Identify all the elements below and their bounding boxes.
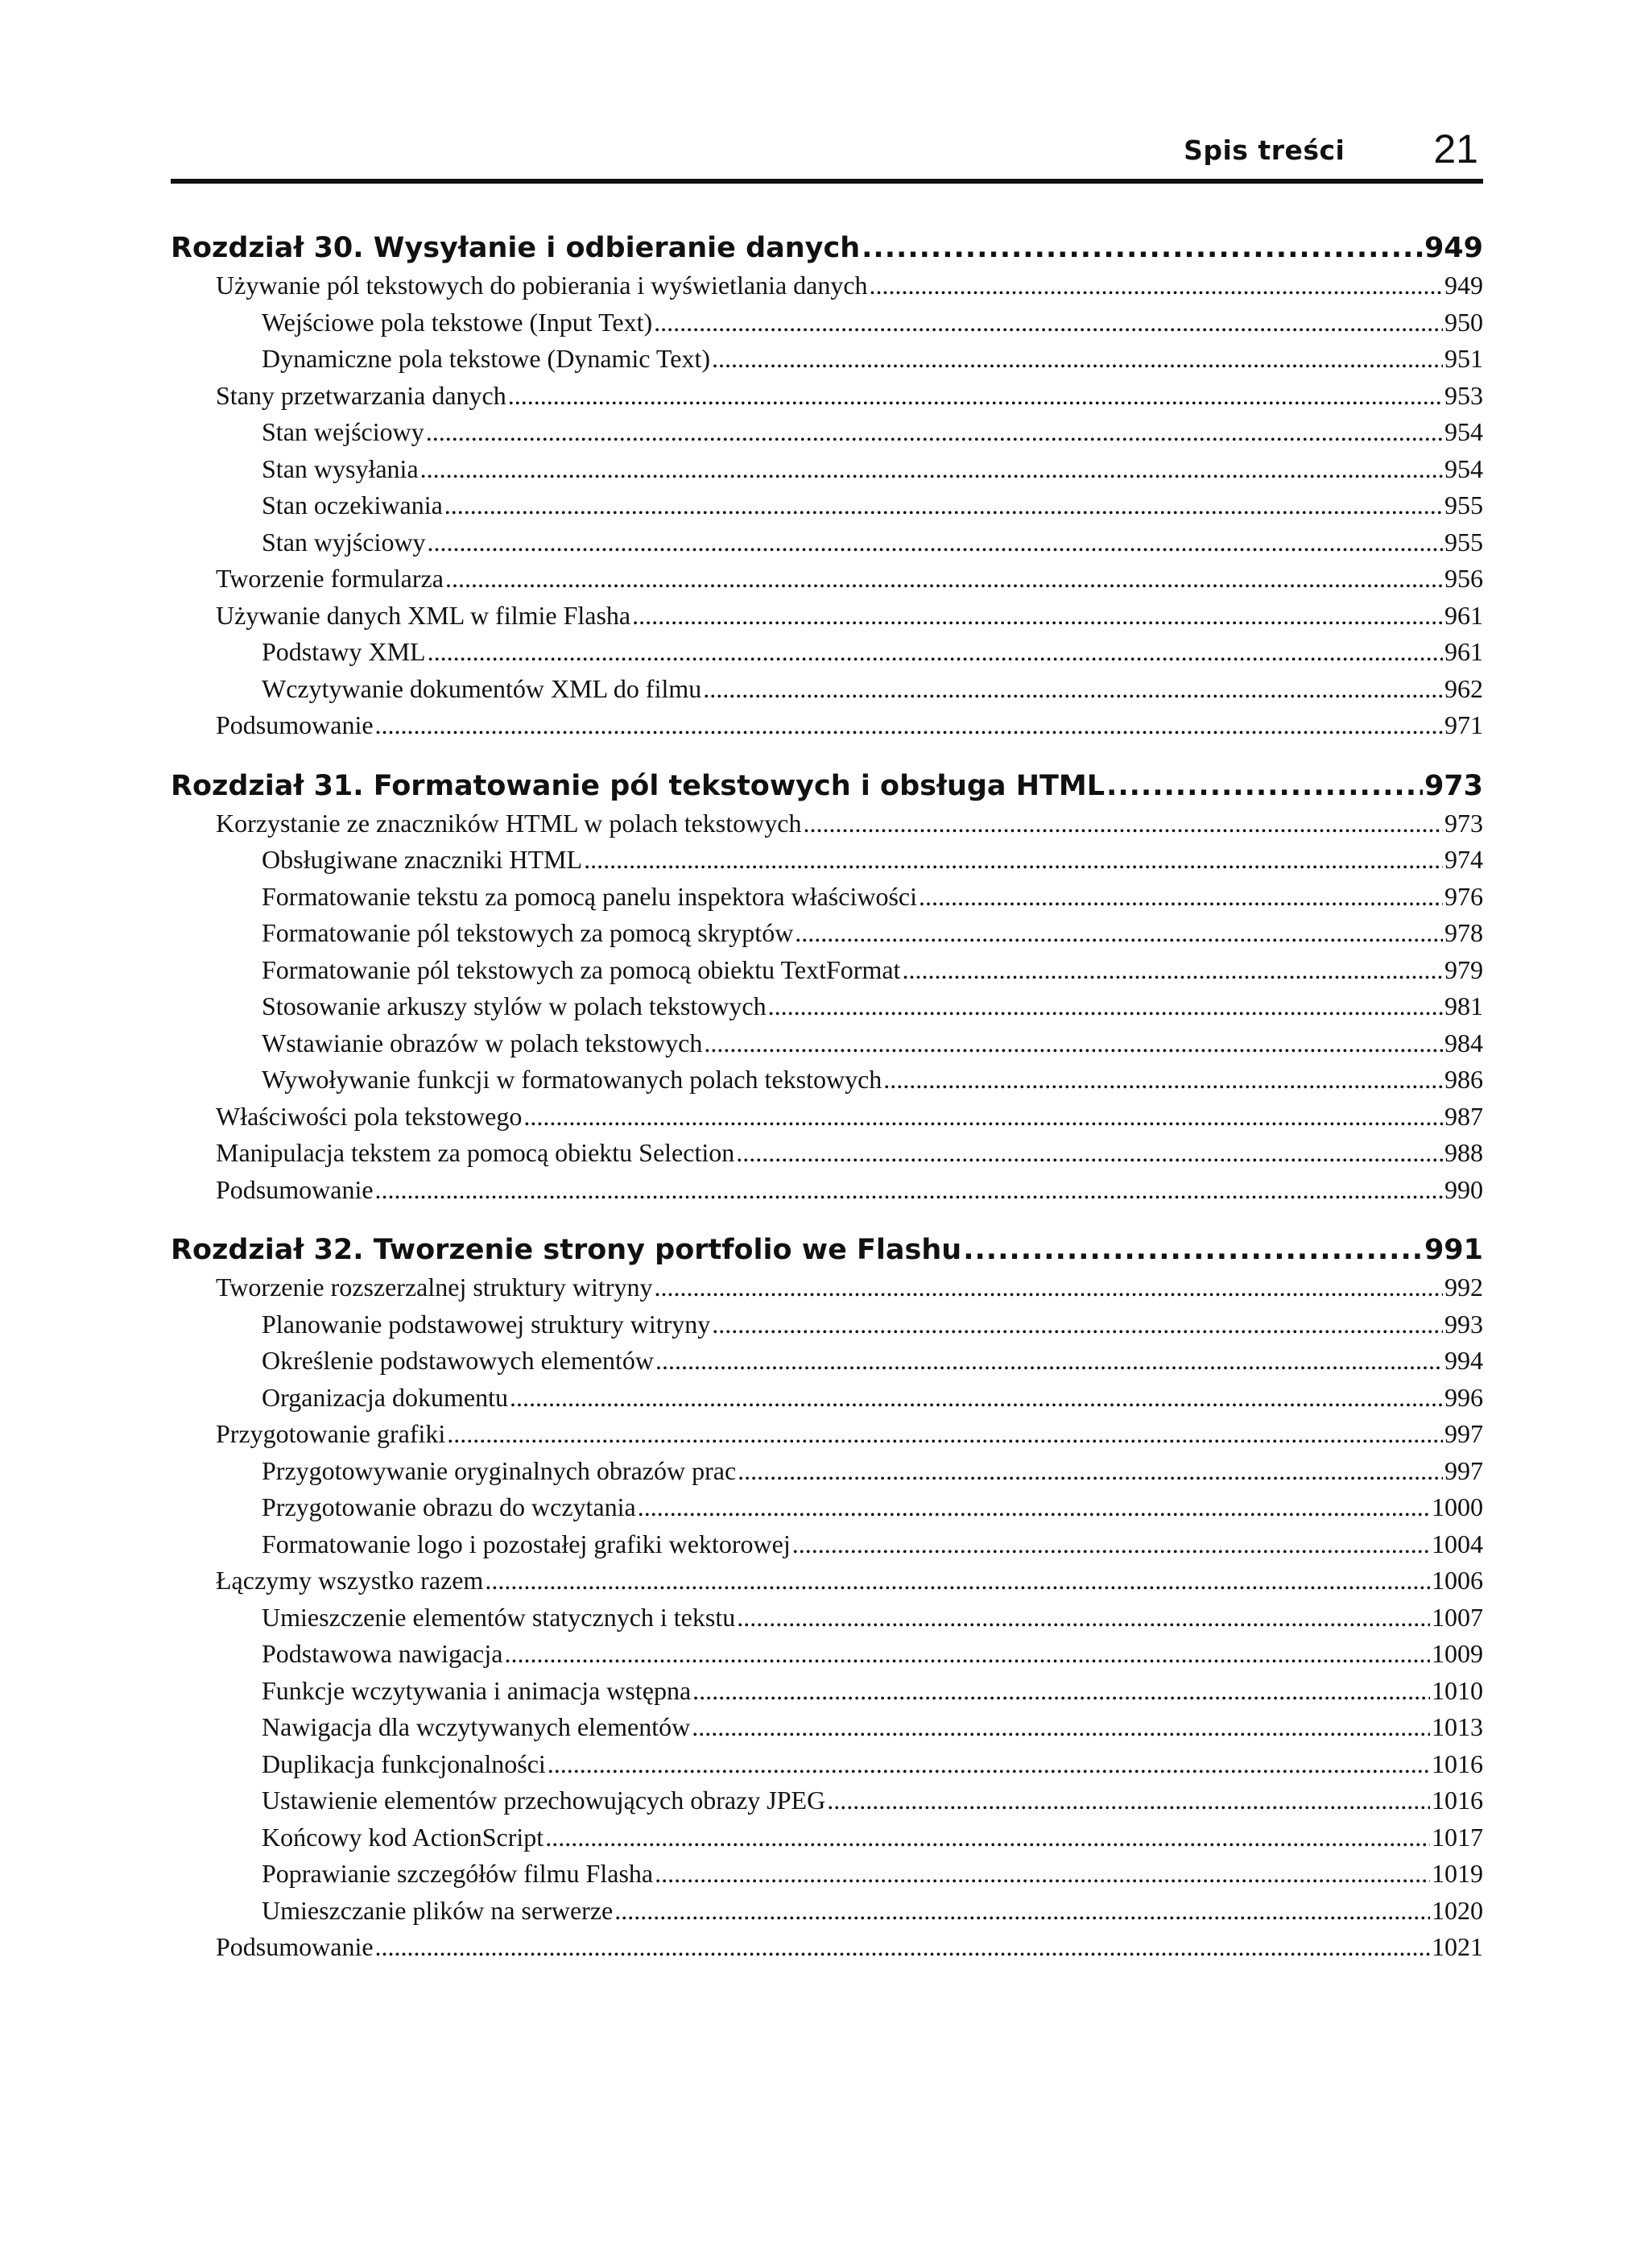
toc-subsection-entry[interactable] xyxy=(171,1025,1483,1062)
entry-title: Organizacja dokumentu xyxy=(262,1382,508,1412)
entry-page-number: 1016 xyxy=(1432,1749,1483,1778)
entry-title: Stan wejściowy xyxy=(262,417,424,446)
entry-title: Końcowy kod ActionScript xyxy=(262,1822,544,1852)
entry-title: Korzystanie ze znaczników HTML w polach tekstowych xyxy=(216,808,802,838)
entry-title: Planowanie podstawowej struktury witryny xyxy=(262,1309,711,1339)
entry-title: Łączymy wszystko razem xyxy=(216,1566,484,1595)
toc-subsection-entry[interactable] xyxy=(171,524,1483,561)
entry-page-number: 949 xyxy=(1444,271,1483,300)
entry-title: Podsumowanie xyxy=(216,1174,374,1204)
entry-page-number: 1009 xyxy=(1432,1639,1483,1668)
entry-title: Tworzenie rozszerzalnej struktury witryny xyxy=(216,1273,653,1302)
toc-section-entry[interactable] xyxy=(171,378,1483,415)
dot-leader xyxy=(375,707,1443,744)
toc-section-entry[interactable] xyxy=(171,1562,1483,1600)
dot-leader xyxy=(510,1380,1443,1417)
dot-leader xyxy=(712,1306,1443,1343)
entry-title: Tworzenie formularza xyxy=(216,564,444,593)
entry-title: Podsumowanie xyxy=(216,710,374,739)
dot-leader xyxy=(883,1062,1443,1099)
entry-page-number: 997 xyxy=(1444,1455,1483,1485)
toc-chapter xyxy=(171,1231,1483,1966)
entry-title: Formatowanie logo i pozostałej grafiki wektorowej xyxy=(262,1529,791,1558)
chapter-title: Rozdział 30. Wysyłanie i odbieranie danych xyxy=(171,232,861,264)
dot-leader xyxy=(692,1709,1430,1746)
entry-page-number: 962 xyxy=(1444,673,1483,703)
toc-subsection-entry[interactable] xyxy=(171,1526,1483,1563)
dot-leader xyxy=(737,1600,1430,1637)
toc-subsection-entry[interactable] xyxy=(171,1600,1483,1637)
entry-title: Umieszczanie plików na serwerze xyxy=(262,1895,614,1925)
entry-page-number: 994 xyxy=(1444,1346,1483,1375)
chapter-page-number: 973 xyxy=(1424,769,1483,802)
entry-title: Podstawowa nawigacja xyxy=(262,1639,503,1668)
dot-leader xyxy=(508,378,1443,415)
toc-section-entry[interactable] xyxy=(171,805,1483,842)
dot-leader xyxy=(655,1343,1443,1380)
entry-page-number: 1004 xyxy=(1432,1529,1483,1558)
toc-subsection-entry[interactable] xyxy=(171,1819,1483,1856)
entry-page-number: 1010 xyxy=(1432,1675,1483,1705)
toc-subsection-entry[interactable] xyxy=(171,879,1483,916)
toc-subsection-entry[interactable] xyxy=(171,451,1483,488)
dot-leader xyxy=(485,1562,1430,1600)
toc-section-entry[interactable] xyxy=(171,561,1483,598)
entry-title: Ustawienie elementów przechowujących obrazy JPEG xyxy=(262,1786,826,1815)
entry-title: Stan wyjściowy xyxy=(262,527,426,557)
dot-leader xyxy=(803,805,1443,842)
entry-page-number: 1020 xyxy=(1432,1895,1483,1925)
entry-page-number: 1006 xyxy=(1432,1566,1483,1595)
toc-section-entry[interactable] xyxy=(171,1416,1483,1453)
dot-leader xyxy=(655,1856,1430,1893)
entry-page-number: 953 xyxy=(1444,380,1483,410)
entry-title: Nawigacja dla wczytywanych elementów xyxy=(262,1712,691,1741)
entry-title: Przygotowanie grafiki xyxy=(216,1419,446,1448)
entry-title: Stany przetwarzania danych xyxy=(216,380,506,410)
dot-leader xyxy=(736,1135,1443,1172)
entry-title: Formatowanie pól tekstowych za pomocą obiektu TextFormat xyxy=(262,954,901,984)
toc-section-entry[interactable] xyxy=(171,1172,1483,1209)
entry-title: Duplikacja funkcjonalności xyxy=(262,1749,546,1778)
chapter-title: Rozdział 31. Formatowanie pól tekstowych i obsługa HTML xyxy=(171,769,1106,802)
toc-subsection-entry[interactable] xyxy=(171,341,1483,378)
entry-page-number: 984 xyxy=(1444,1028,1483,1057)
entry-title: Podsumowanie xyxy=(216,1932,374,1961)
entry-page-number: 992 xyxy=(1444,1273,1483,1302)
entry-page-number: 987 xyxy=(1444,1101,1483,1131)
table-of-contents xyxy=(171,229,1483,1966)
dot-leader xyxy=(692,1673,1430,1710)
dot-leader xyxy=(703,671,1443,708)
entry-title: Właściwości pola tekstowego xyxy=(216,1101,523,1131)
chapter-page-number: 991 xyxy=(1424,1234,1483,1266)
toc-subsection-entry[interactable] xyxy=(171,1893,1483,1930)
dot-leader xyxy=(584,842,1443,879)
dot-leader xyxy=(1106,767,1423,805)
entry-page-number: 954 xyxy=(1444,417,1483,446)
toc-subsection-entry[interactable] xyxy=(171,842,1483,879)
running-header-title: Spis treści xyxy=(1184,135,1345,166)
toc-chapter xyxy=(171,767,1483,1209)
toc-section-entry[interactable] xyxy=(171,267,1483,304)
dot-leader xyxy=(428,634,1443,671)
entry-title: Formatowanie pól tekstowych za pomocą skryptów xyxy=(262,918,794,947)
toc-section-entry[interactable] xyxy=(171,1099,1483,1136)
entry-page-number: 976 xyxy=(1444,881,1483,911)
toc-subsection-entry[interactable] xyxy=(171,1856,1483,1893)
dot-leader xyxy=(545,1819,1430,1856)
toc-subsection-entry[interactable] xyxy=(171,1673,1483,1710)
dot-leader xyxy=(614,1893,1430,1930)
toc-section-entry[interactable] xyxy=(171,707,1483,744)
entry-page-number: 950 xyxy=(1444,307,1483,337)
toc-subsection-entry[interactable] xyxy=(171,304,1483,341)
entry-page-number: 978 xyxy=(1444,918,1483,947)
dot-leader xyxy=(638,1489,1430,1526)
entry-title: Formatowanie tekstu za pomocą panelu inspektora właściwości xyxy=(262,881,917,911)
entry-title: Funkcje wczytywania i animacja wstępna xyxy=(262,1675,692,1705)
dot-leader xyxy=(444,487,1443,524)
entry-page-number: 1017 xyxy=(1432,1822,1483,1852)
entry-page-number: 955 xyxy=(1444,490,1483,519)
entry-title: Umieszczenie elementów statycznych i tekstu xyxy=(262,1602,736,1632)
toc-subsection-entry[interactable] xyxy=(171,1380,1483,1417)
entry-page-number: 1013 xyxy=(1432,1712,1483,1741)
toc-section-entry[interactable] xyxy=(171,598,1483,635)
entry-page-number: 955 xyxy=(1444,527,1483,557)
entry-page-number: 1016 xyxy=(1432,1786,1483,1815)
entry-title: Przygotowanie obrazu do wczytania xyxy=(262,1492,636,1521)
chapter-title: Rozdział 32. Tworzenie strony portfolio we Flashu xyxy=(171,1234,962,1266)
toc-subsection-entry[interactable] xyxy=(171,671,1483,708)
dot-leader xyxy=(447,1416,1443,1453)
entry-page-number: 990 xyxy=(1444,1174,1483,1204)
dot-leader xyxy=(902,952,1443,989)
dot-leader xyxy=(654,1269,1443,1306)
toc-subsection-entry[interactable] xyxy=(171,1746,1483,1783)
dot-leader xyxy=(704,1025,1443,1062)
entry-title: Określenie podstawowych elementów xyxy=(262,1346,654,1375)
entry-title: Manipulacja tekstem za pomocą obiektu Selection xyxy=(216,1138,735,1167)
entry-page-number: 997 xyxy=(1444,1419,1483,1448)
dot-leader xyxy=(827,1782,1430,1819)
toc-subsection-entry[interactable] xyxy=(171,1343,1483,1380)
entry-page-number: 961 xyxy=(1444,600,1483,630)
dot-leader xyxy=(654,304,1443,341)
entry-title: Podstawy XML xyxy=(262,637,426,666)
chapter-heading[interactable] xyxy=(171,767,1483,805)
dot-leader xyxy=(792,1526,1430,1563)
entry-title: Dynamiczne pola tekstowe (Dynamic Text) xyxy=(262,344,710,373)
dot-leader xyxy=(870,267,1443,304)
entry-page-number: 996 xyxy=(1444,1382,1483,1412)
entry-title: Wywoływanie funkcji w formatowanych polach tekstowych xyxy=(262,1065,882,1094)
toc-section-entry[interactable] xyxy=(171,1135,1483,1172)
header-rule xyxy=(171,179,1483,184)
chapter-page-number: 949 xyxy=(1424,232,1483,264)
entry-page-number: 973 xyxy=(1444,808,1483,838)
toc-subsection-entry[interactable] xyxy=(171,988,1483,1025)
toc-chapter xyxy=(171,229,1483,744)
entry-page-number: 988 xyxy=(1444,1138,1483,1167)
entry-title: Wstawianie obrazów w polach tekstowych xyxy=(262,1028,703,1057)
toc-subsection-entry[interactable] xyxy=(171,952,1483,989)
entry-page-number: 954 xyxy=(1444,453,1483,483)
dot-leader xyxy=(375,1172,1443,1209)
toc-subsection-entry[interactable] xyxy=(171,414,1483,451)
entry-title: Wczytywanie dokumentów XML do filmu xyxy=(262,673,702,703)
dot-leader xyxy=(738,1453,1443,1490)
book-page xyxy=(171,121,1483,1989)
dot-leader xyxy=(963,1231,1423,1269)
dot-leader xyxy=(795,915,1443,952)
toc-subsection-entry[interactable] xyxy=(171,1306,1483,1343)
toc-subsection-entry[interactable] xyxy=(171,1062,1483,1099)
entry-page-number: 961 xyxy=(1444,637,1483,666)
entry-page-number: 974 xyxy=(1444,845,1483,874)
entry-page-number: 986 xyxy=(1444,1065,1483,1094)
toc-subsection-entry[interactable] xyxy=(171,1709,1483,1746)
toc-subsection-entry[interactable] xyxy=(171,487,1483,524)
page-number: 21 xyxy=(1433,126,1478,172)
entry-page-number: 956 xyxy=(1444,564,1483,593)
dot-leader xyxy=(862,229,1423,267)
chapter-heading[interactable] xyxy=(171,1231,1483,1269)
toc-subsection-entry[interactable] xyxy=(171,915,1483,952)
toc-section-entry[interactable] xyxy=(171,1929,1483,1966)
entry-page-number: 1021 xyxy=(1432,1932,1483,1961)
entry-title: Używanie pól tekstowych do pobierania i wyświetlania danych xyxy=(216,271,868,300)
toc-subsection-entry[interactable] xyxy=(171,1636,1483,1673)
entry-page-number: 1000 xyxy=(1432,1492,1483,1521)
entry-title: Wejściowe pola tekstowe (Input Text) xyxy=(262,307,653,337)
dot-leader xyxy=(523,1099,1443,1136)
dot-leader xyxy=(428,524,1443,561)
dot-leader xyxy=(426,414,1443,451)
entry-page-number: 951 xyxy=(1444,344,1483,373)
toc-subsection-entry[interactable] xyxy=(171,634,1483,671)
dot-leader xyxy=(548,1746,1430,1783)
dot-leader xyxy=(712,341,1443,378)
entry-title: Stan wysyłania xyxy=(262,453,419,483)
entry-title: Przygotowywanie oryginalnych obrazów prac xyxy=(262,1455,737,1485)
entry-page-number: 981 xyxy=(1444,991,1483,1020)
dot-leader xyxy=(504,1636,1430,1673)
chapter-heading[interactable] xyxy=(171,229,1483,267)
dot-leader xyxy=(420,451,1443,488)
dot-leader xyxy=(768,988,1443,1025)
toc-subsection-entry[interactable] xyxy=(171,1489,1483,1526)
entry-page-number: 971 xyxy=(1444,710,1483,739)
toc-subsection-entry[interactable] xyxy=(171,1453,1483,1490)
toc-subsection-entry[interactable] xyxy=(171,1782,1483,1819)
entry-title: Używanie danych XML w filmie Flasha xyxy=(216,600,631,630)
entry-title: Stan oczekiwania xyxy=(262,490,443,519)
dot-leader xyxy=(375,1929,1430,1966)
entry-page-number: 993 xyxy=(1444,1309,1483,1339)
entry-page-number: 979 xyxy=(1444,954,1483,984)
entry-title: Poprawianie szczegółów filmu Flasha xyxy=(262,1859,654,1888)
dot-leader xyxy=(632,598,1443,635)
toc-section-entry[interactable] xyxy=(171,1269,1483,1306)
dot-leader xyxy=(445,561,1443,598)
entry-title: Stosowanie arkuszy stylów w polach tekstowych xyxy=(262,991,767,1020)
dot-leader xyxy=(919,879,1443,916)
running-header xyxy=(171,121,1483,177)
entry-page-number: 1019 xyxy=(1432,1859,1483,1888)
entry-page-number: 1007 xyxy=(1432,1602,1483,1632)
entry-title: Obsługiwane znaczniki HTML xyxy=(262,845,583,874)
